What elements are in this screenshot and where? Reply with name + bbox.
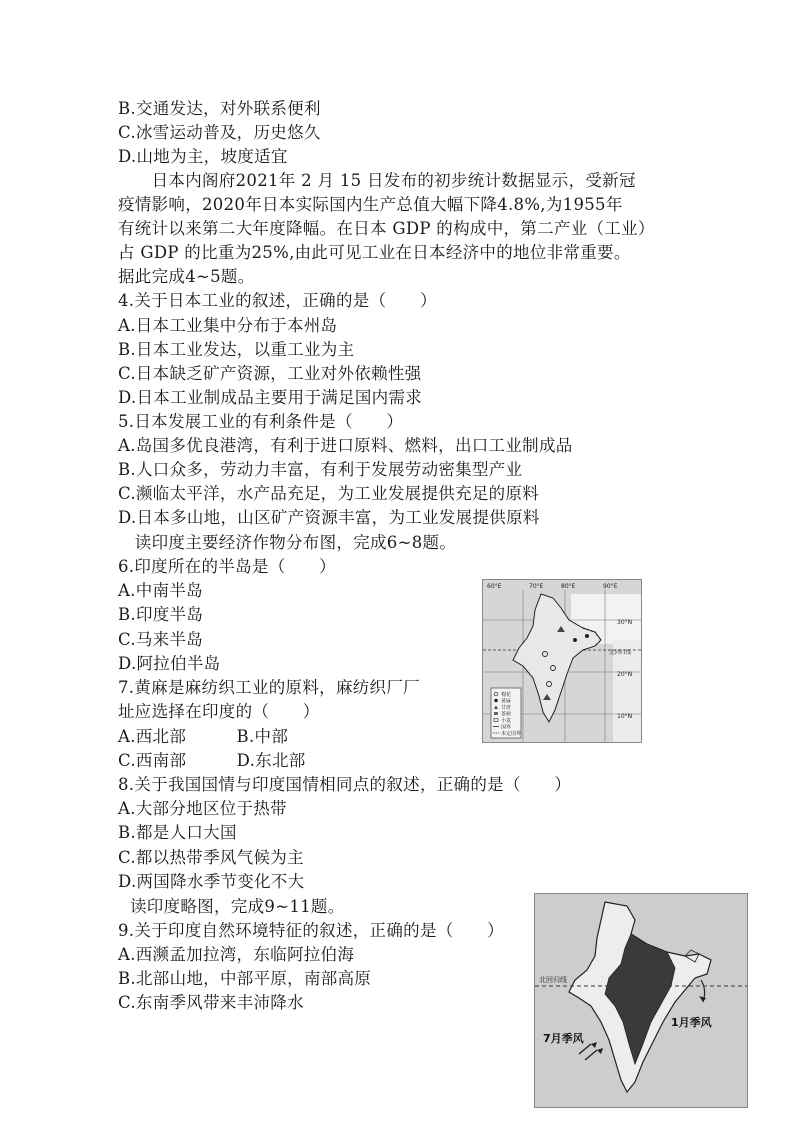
tropic-label-map1: 北回归线 <box>609 650 632 656</box>
question-8-option-a: A.大部分地区位于热带 <box>118 799 287 818</box>
question-5-option-d: D.日本多山地，山区矿产资源丰富，为工业发展提供原料 <box>118 508 540 527</box>
passage-japan-line-3: 有统计以来第二大年度降幅。在日本 GDP 的构成中，第二产业（工业） <box>118 219 655 238</box>
question-7-options-ab: A.西北部 B.中部 <box>118 727 289 746</box>
question-7-options-cd: C.西南部 D.东北部 <box>118 751 306 770</box>
question-5-option-c: C.濒临太平洋，水产品充足，为工业发展提供充足的原料 <box>118 484 540 503</box>
question-4-option-d: D.日本工业制成品主要用于满足国内需求 <box>118 388 423 407</box>
question-8-option-d: D.两国降水季节变化不大 <box>118 872 305 891</box>
question-9-option-a: A.西濒孟加拉湾，东临阿拉伯海 <box>118 945 355 964</box>
lat-label-20: 20°N <box>617 671 633 678</box>
india-crops-map-graphic <box>483 580 641 742</box>
question-5-option-b: B.人口众多，劳动力丰富，有利于发展劳动密集型产业 <box>118 460 523 479</box>
india-crops-map <box>482 579 642 743</box>
passage-india-crops: 读印度主要经济作物分布图，完成6~8题。 <box>118 533 457 552</box>
legend-wheat: 小麦 <box>501 718 512 724</box>
question-4-option-c: C.日本缺乏矿产资源，工业对外依赖性强 <box>118 364 422 383</box>
lon-label-90: 90°E <box>603 583 618 590</box>
legend-border: 国界 <box>501 724 512 731</box>
passage-japan-line-1: 日本内阁府2021年 2 月 15 日发布的初步统计数据显示，受新冠 <box>118 171 636 190</box>
question-4-option-b: B.日本工业发达，以重工业为主 <box>118 340 355 359</box>
question-8: 8.关于我国国情与印度国情相同点的叙述，正确的是（ ） <box>118 775 572 794</box>
lon-label-80: 80°E <box>561 583 576 590</box>
india-monsoon-map <box>534 893 748 1108</box>
july-monsoon-label: 7月季风 <box>543 1032 584 1045</box>
legend-tea: 茶树 <box>501 711 512 718</box>
question-6-option-a: A.中南半岛 <box>118 581 203 600</box>
lat-label-10: 10°N <box>617 713 633 720</box>
india-monsoon-map-graphic <box>535 894 747 1107</box>
option-d-mountains: D.山地为主，坡度适宜 <box>118 147 288 166</box>
question-6-option-b: B.印度半岛 <box>118 605 204 624</box>
legend-sugarcane: 甘蔗 <box>501 705 512 711</box>
january-monsoon-label: 1月季风 <box>671 1016 712 1029</box>
question-8-option-c: C.都以热带季风气候为主 <box>118 848 304 867</box>
question-9-option-c: C.东南季风带来丰沛降水 <box>118 993 304 1012</box>
question-8-option-b: B.都是人口大国 <box>118 823 237 842</box>
question-5-option-a: A.岛国多优良港湾，有利于进口原料、燃料，出口工业制成品 <box>118 436 573 455</box>
question-4: 4.关于日本工业的叙述，正确的是（ ） <box>118 291 437 310</box>
question-7-line-2: 址应选择在印度的（ ） <box>118 702 320 721</box>
passage-india-sketch: 读印度略图，完成9~11题。 <box>130 897 345 916</box>
lon-label-60: 60°E <box>487 583 502 590</box>
option-c-snow-sports: C.冰雪运动普及，历史悠久 <box>118 123 321 142</box>
legend-cotton: 棉花 <box>501 692 512 698</box>
option-b-transport: B.交通发达，对外联系便利 <box>118 99 321 118</box>
tropic-label-map2: 北回归线 <box>539 976 567 984</box>
passage-japan-line-2: 疫情影响，2020年日本实际国内生产总值大幅下降4.8%,为1955年 <box>118 195 623 214</box>
legend-undefined-border: 未定国界 <box>501 731 522 737</box>
question-6-option-c: C.马来半岛 <box>118 630 204 649</box>
lat-label-30: 30°N <box>617 619 633 626</box>
legend-jute: 黄麻 <box>501 698 512 705</box>
lon-label-70: 70°E <box>529 583 544 590</box>
question-6-option-d: D.阿拉伯半岛 <box>118 654 221 673</box>
question-9-option-b: B.北部山地，中部平原，南部高原 <box>118 969 372 988</box>
passage-japan-line-5: 据此完成4~5题。 <box>118 267 255 286</box>
question-6: 6.印度所在的半岛是（ ） <box>118 557 336 576</box>
question-5: 5.日本发展工业的有利条件是（ ） <box>118 412 404 431</box>
passage-japan-line-4: 占 GDP 的比重为25%,由此可见工业在日本经济中的地位非常重要。 <box>118 243 631 262</box>
question-7-line-1: 7.黄麻是麻纺织工业的原料，麻纺织厂厂 <box>118 678 420 697</box>
question-4-option-a: A.日本工业集中分布于本州岛 <box>118 316 338 335</box>
question-9: 9.关于印度自然环境特征的叙述，正确的是（ ） <box>118 921 504 940</box>
